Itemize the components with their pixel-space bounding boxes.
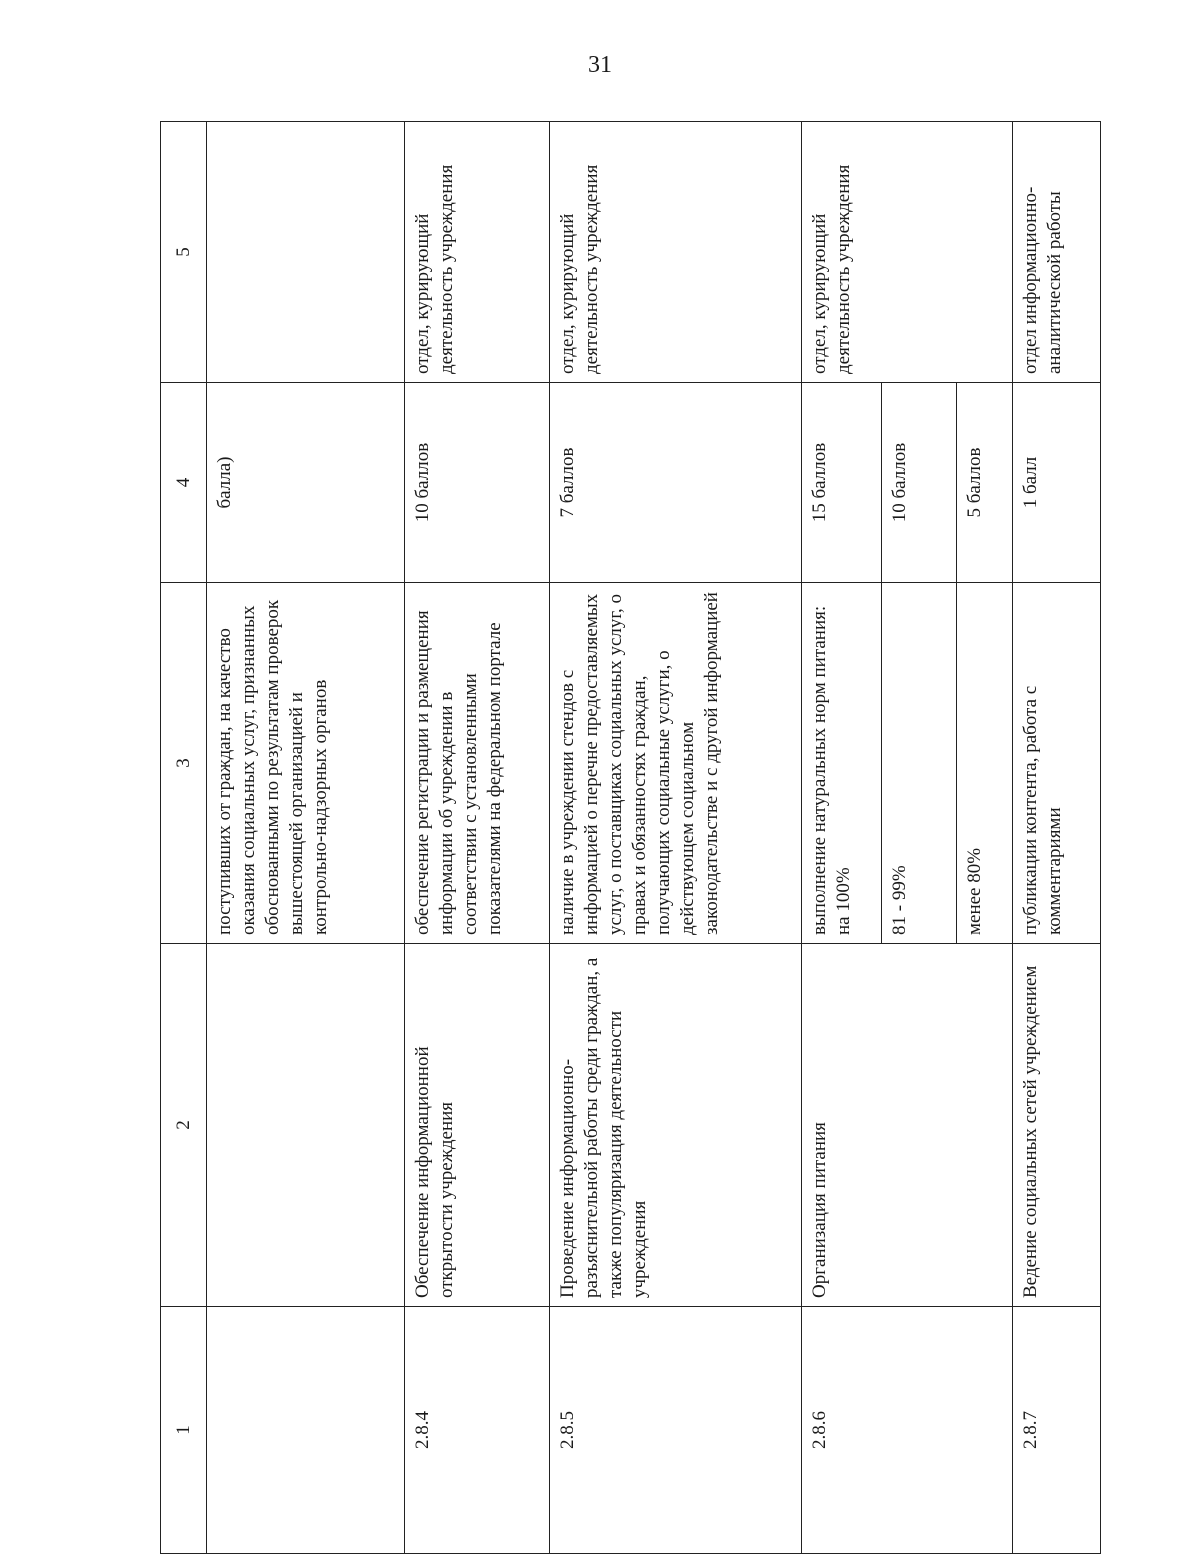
table-row	[1013, 122, 1101, 1554]
row-score: балла)	[207, 383, 405, 583]
row-number: 2.8.5	[550, 1307, 802, 1554]
row-number: 2.8.4	[405, 1307, 550, 1554]
row-name: Проведение информационно-разъяснительной работы среди граждан, а также популяризация деятельности учреждения	[550, 944, 802, 1307]
header-col-2: 2	[161, 944, 207, 1307]
row-department: отдел, курирующий деятельность учреждения	[802, 122, 1013, 383]
row-criterion: менее 80%	[957, 583, 1013, 944]
row-criterion: выполнение натуральных норм питания: на 100%	[802, 583, 882, 944]
row-score: 7 баллов	[550, 383, 802, 583]
criteria-table	[160, 121, 1101, 1554]
row-criterion: публикации контента, работа с комментариями	[1013, 583, 1101, 944]
row-department	[207, 122, 405, 383]
row-criterion: 81 - 99%	[882, 583, 957, 944]
table-row	[802, 122, 882, 1554]
row-criterion: наличие в учреждении стендов с информацией о перечне предоставляемых услуг, о поставщиках социальных услуг, о правах и обязанностях граждан, получающих социальные услуги, о действующем социальном законодательстве и с другой информацией	[550, 583, 802, 944]
row-number	[207, 1307, 405, 1554]
row-score: 15 баллов	[802, 383, 882, 583]
row-score: 1 балл	[1013, 383, 1101, 583]
row-name: Обеспечение информационной открытости учреждения	[405, 944, 550, 1307]
row-department: отдел, курирующий деятельность учреждения	[550, 122, 802, 383]
row-number: 2.8.6	[802, 1307, 1013, 1554]
row-criterion: обеспечение регистрации и размещения информации об учреждении в соответствии с установленными показателями на федеральном портале	[405, 583, 550, 944]
row-score: 10 баллов	[405, 383, 550, 583]
row-department: отдел, курирующий деятельность учреждения	[405, 122, 550, 383]
table-row	[207, 122, 405, 1554]
table-row	[405, 122, 550, 1554]
row-criterion: поступивших от граждан, на качество оказания социальных услуг, признанных обоснованными по результатам проверок вышестоящей организацией и контрольно-надзорных органов	[207, 583, 405, 944]
table-row	[550, 122, 802, 1554]
row-score: 10 баллов	[882, 383, 957, 583]
row-name	[207, 944, 405, 1307]
header-col-4: 4	[161, 383, 207, 583]
rotated-table-container	[160, 122, 1100, 1554]
row-department: отдел информационно-аналитической работы	[1013, 122, 1101, 383]
row-number: 2.8.7	[1013, 1307, 1101, 1554]
header-row	[161, 122, 207, 1554]
header-col-5: 5	[161, 122, 207, 383]
row-score: 5 баллов	[957, 383, 1013, 583]
row-name: Организация питания	[802, 944, 1013, 1307]
page-number: 31	[588, 52, 612, 78]
header-col-3: 3	[161, 583, 207, 944]
header-col-1: 1	[161, 1307, 207, 1554]
row-name: Ведение социальных сетей учреждением	[1013, 944, 1101, 1307]
